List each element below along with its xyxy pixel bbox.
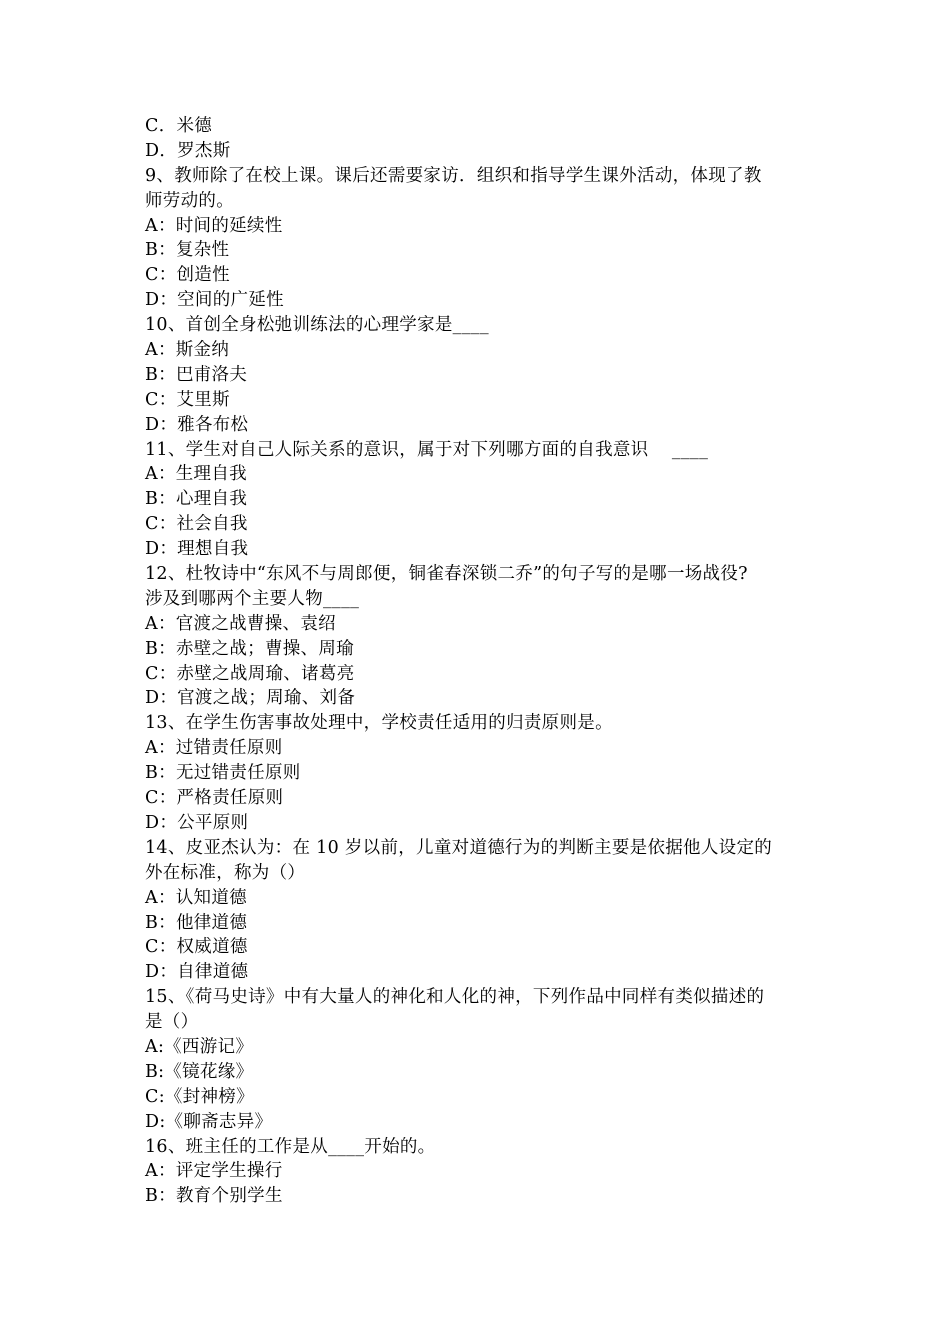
question-10: 10、首创全身松弛训练法的心理学家是____ xyxy=(145,315,489,336)
question-12-option-a: A：官渡之战曹操、袁绍 xyxy=(145,613,336,634)
question-11-option-b: B：心理自我 xyxy=(145,489,248,510)
question-14-option-d: D：自律道德 xyxy=(145,962,249,983)
question-15-option-b: B:《镜花缘》 xyxy=(145,1061,254,1082)
question-13-option-b: B：无过错责任原则 xyxy=(145,763,301,784)
question-13-option-d: D：公平原则 xyxy=(145,812,249,833)
document-body xyxy=(145,114,817,1209)
question-15-line-2: 是（） xyxy=(145,1012,199,1033)
question-13: 13、在学生伤害事故处理中，学校责任适用的归责原则是。 xyxy=(145,713,613,734)
question-11-option-c: C：社会自我 xyxy=(145,514,248,535)
question-12-option-b: B：赤壁之战；曹操、周瑜 xyxy=(145,638,354,659)
question-11-option-a: A：生理自我 xyxy=(145,464,247,485)
option-d-prev: D．罗杰斯 xyxy=(145,140,231,161)
question-15-option-d: D:《聊斋志异》 xyxy=(145,1111,273,1132)
question-14-line-2: 外在标准，称为（） xyxy=(145,862,306,883)
question-16: 16、班主任的工作是从____开始的。 xyxy=(145,1136,436,1157)
question-9-line-1: 9、教师除了在校上课。课后还需要家访．组织和指导学生课外活动，体现了教 xyxy=(145,165,762,186)
question-11-option-d: D：理想自我 xyxy=(145,539,249,560)
question-10-option-a: A：斯金纳 xyxy=(145,340,230,361)
question-13-option-a: A：过错责任原则 xyxy=(145,738,283,759)
question-10-option-c: C：艾里斯 xyxy=(145,389,230,410)
question-12-option-c: C：赤壁之战周瑜、诸葛亮 xyxy=(145,663,355,684)
question-15-line-1: 15、《荷马史诗》中有大量人的神化和人化的神，下列作品中同样有类似描述的 xyxy=(145,987,765,1008)
question-12-option-d: D：官渡之战；周瑜、刘备 xyxy=(145,688,356,709)
question-12-line-2: 涉及到哪两个主要人物____ xyxy=(145,588,360,609)
question-10-option-d: D：雅各布松 xyxy=(145,414,249,435)
question-15-option-a: A:《西游记》 xyxy=(145,1036,254,1057)
question-14-option-a: A：认知道德 xyxy=(145,887,247,908)
question-9-option-a: A：时间的延续性 xyxy=(145,215,283,236)
question-14-option-b: B：他律道德 xyxy=(145,912,248,933)
question-10-option-b: B：巴甫洛夫 xyxy=(145,364,248,385)
question-15-option-c: C:《封神榜》 xyxy=(145,1086,254,1107)
question-11: 11、学生对自己人际关系的意识，属于对下列哪方面的自我意识 ____ xyxy=(145,439,709,460)
question-9-option-c: C：创造性 xyxy=(145,265,230,286)
question-16-option-b: B：教育个别学生 xyxy=(145,1186,283,1207)
question-9-option-d: D：空间的广延性 xyxy=(145,290,284,311)
option-c-prev: C．米德 xyxy=(145,116,213,136)
question-16-option-a: A：评定学生操行 xyxy=(145,1161,283,1182)
question-14-line-1: 14、皮亚杰认为：在 10 岁以前，儿童对道德行为的判断主要是依据他人设定的 xyxy=(145,837,773,858)
question-12-line-1: 12、杜牧诗中“东风不与周郎便，铜雀春深锁二乔”的句子写的是哪一场战役? xyxy=(145,564,748,585)
question-9-option-b: B：复杂性 xyxy=(145,240,230,261)
question-9-line-2: 师劳动的。 xyxy=(145,190,234,211)
question-14-option-c: C：权威道德 xyxy=(145,937,248,958)
question-13-option-c: C：严格责任原则 xyxy=(145,788,284,809)
